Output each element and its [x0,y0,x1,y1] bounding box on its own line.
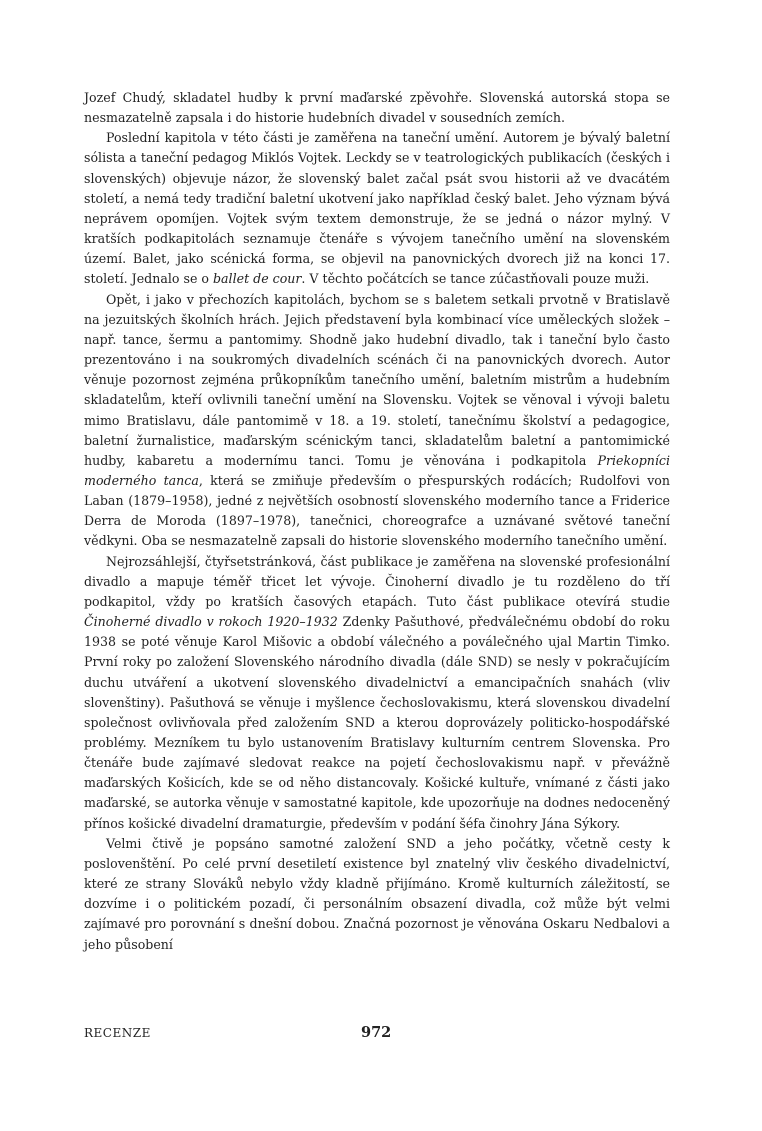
paragraph-2-italic-term: ballet de cour [212,271,302,287]
paragraph-3-italic-title: Priekopníci moderného tanca [84,452,670,488]
paragraph-4-italic-title: Činoherné divadlo v rokoch 1920–1932 [84,614,338,630]
paragraph-3 [84,290,670,552]
paragraph-1-text: Jozef Chudý, skladatel hudby k první maďarské zpěvohře. Slovenská autorská stopa se nesmazatelně zapsala i do historie hudebních divadel v sousedních zemích. [84,90,670,126]
paragraph-5 [84,834,670,955]
paragraph-2-text-end: . V těchto počátcích se tance zúčastňovali pouze muži. [301,271,650,287]
paragraph-4-text: Nejrozsáhlejší, čtyřsetstránková, část publikace je zaměřena na slovenské profesionální divadlo a mapuje téměř třicet let vývoje. Činoherní divadlo je tu rozděleno do tří podkapitol, vždy po kratších časových etapách. Tuto část publikace otevírá studie [84,553,670,609]
page-number: 972 [361,1024,392,1041]
paragraph-2 [84,128,670,289]
paragraph-4-text-end: Zdenky Pašuthové, předválečnému období do roku 1938 se poté věnuje Karol Mišovic a období válečného a poválečného ujal Martin Timko. První roky po založení Slovenského národního divadla (dále SND) se nesly v pokračujícím duchu utváření a ukotvení slovenského divadelnictví a emancipačních snahách (vliv slovenštiny). Pašuthová se věnuje i myšlence čechoslovakismu, která slovenskou divadelní společnost ovlivňovala před založením SND a kterou doprovázely politicko-hospodářské problémy. Mezníkem tu bylo ustanovením Bratislavy kulturním centrem Slovenska. Pro čtenáře bude zajímavé sledovat reakce na pojetí čechoslovakismu např. v převážně maďarských Košicích, kde se od něho distancovaly. Košické kultuře, vnímané z části jako maďarské, se autorka věnuje v samostatné kapitole, kde upozorňuje na dodnes nedoceněný přínos košické divadelní dramaturgie, především v podání šéfa činohry Jána Sýkory. [84,614,670,831]
section-label: RECENZE [84,1026,151,1040]
paragraph-3-text: Opět, i jako v přechozích kapitolách, bychom se s baletem setkali prvotně v Bratislavě na jezuitských školních hrách. Jejich představení byla kombinací více uměleckých složek – např. tance, šermu a pantomimy. Shodně jako hudební divadlo, tak i taneční bylo často prezentováno i na soukromých divadelních scénách či na panovnických dvorech. Autor věnuje pozornost zejména průkopníkům tanečního umění, baletním mistrům a hudebním skladatelům, kteří ovlivnili taneční umění na Slovensku. Vojtek se věnoval i vývoji baletu mimo Bratislavu, dále pantomimě v 18. a 19. století, tanečnímu školství a pedagogice, baletní žurnalistice, maďarským scénickým tanci, skladatelům baletní a pantomimické hudby, kabaretu a modernímu tanci. Tomu je věnována i podkapitola [84,291,670,468]
paragraph-3-text-end: , která se zmiňuje především o přespurských rodácích; Rudolfovi von Laban (1879–1958), jedné z největších osobností slovenského moderního tance a Friderice Derra de Moroda (1897–1978), tanečnici, choreografce a uznávané světové taneční vědkyni. Oba se nesmazatelně zapsali do historie slovenského moderního tanečního umění. [84,472,670,549]
paragraph-2-text: Poslední kapitola v této části je zaměřena na taneční umění. Autorem je bývalý baletní sólista a taneční pedagog Miklós Vojtek. Leckdy se v teatrologických publikacích (českých i slovenských) objevuje názor, že slovenský balet začal psát svou historii až ve dvacátém století, a nemá tedy tradiční baletní ukotvení jako například český balet. Jeho význam bývá neprávem opomíjen. Vojtek svým textem demonstruje, že se jedná o názor mylný. V kratších podkapitolách seznamuje čtenáře s vývojem tanečního umění na slovenském území. Balet, jako scénická forma, se objevil na panovnických dvorech již na konci 17. století. Jednalo se o [84,130,670,287]
body-text [84,88,670,955]
paragraph-1 [84,88,670,128]
paragraph-5-text: Velmi čtivě je popsáno samotné založení SND a jeho počátky, včetně cesty k poslovenštění. Po celé první desetiletí existence byl znatelný vliv českého divadelnictví, které ze strany Slováků nebylo vždy kladně přijímáno. Kromě kulturních záležitostí, se dozvíme i o politickém pozadí, či personálním obsazení divadla, což může být velmi zajímavé pro porovnání s dnešní dobou. Značná pozornost je věnována Oskaru Nedbalovi a jeho působení [84,835,670,952]
paragraph-4 [84,552,670,834]
